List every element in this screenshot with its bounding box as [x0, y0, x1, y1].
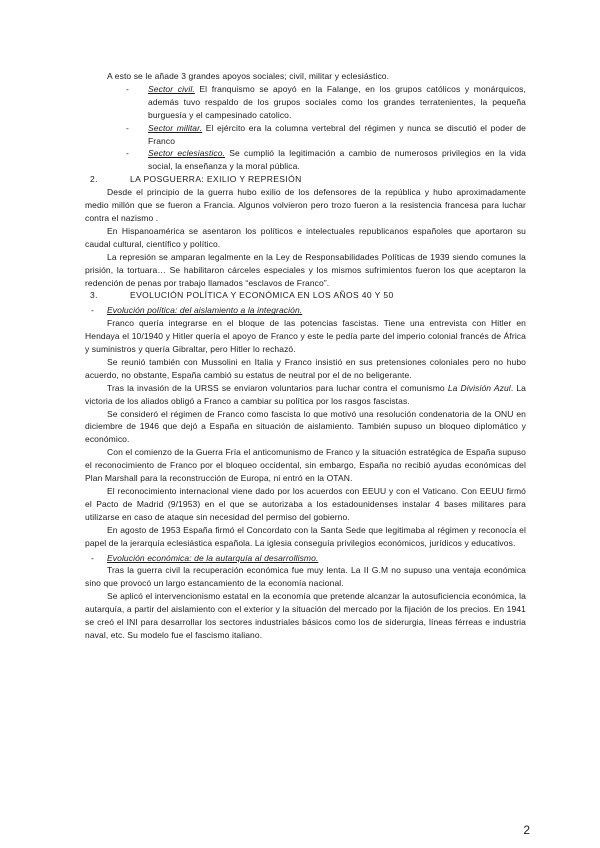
paragraph: Se aplicó el intervencionismo estatal en la economía que pretende alcanzar la autosuficiencia económica, la autarquía, a partir del aislamiento con el exterior y la situación del mercado por la fijación de los precios. En 1941 se creó el INI para desarrollar los sectores industriales básicos como los de siderurgia, líneas férreas e industria naval, etc. Su modelo fue el fascismo italiano.: [85, 591, 526, 640]
paragraph: El reconocimiento internacional viene dado por los acuerdos con EEUU y con el Vaticano. Con EEUU firmó el Pacto de Madrid (9/1953) en el que se autorizaba a los estadounidenses instalar 4 bases militares para utilizarse en caso de ataque sin necesidad del permiso del gobierno.: [85, 486, 526, 522]
section-heading-posguerra: [85, 173, 526, 186]
support-title: Sector militar.: [148, 122, 203, 133]
bullet-dash: -: [91, 552, 94, 563]
bullet-dash: -: [126, 148, 129, 159]
paragraph: La represión se amparan legalmente en la Ley de Responsabilidades Políticas de 1939 siendo comunes la prisión, la tortuara… Se habilitaron cárceles especiales y los mismos sufrimientos fueron los que aceptaron la redención de penas por trabajo llamados “esclavos de Franco”.: [85, 251, 526, 288]
intro-paragraph: A esto se le añade 3 grandes apoyos sociales; civil, militar y eclesiástico.: [107, 71, 390, 81]
bullet-dash: -: [126, 83, 129, 94]
italic-term: La División Azul: [447, 382, 511, 393]
section-number: 3.: [90, 290, 98, 301]
section-number: 2.: [90, 174, 98, 185]
section-heading-evolucion: [85, 289, 526, 302]
bullet-dash: -: [91, 305, 94, 316]
support-item-military: [85, 122, 526, 148]
text-run: . La victoria de los aliados obligó a Franco a cambiar su política por los rasgos fascistas.: [85, 382, 527, 406]
subsection-title: Evolución económica: de la autarquía al desarrollismo.: [107, 552, 319, 563]
support-item-civil: [85, 83, 526, 122]
support-item-ecclesiastic: [85, 147, 526, 173]
paragraph: Franco quería integrarse en el bloque de las potencias fascistas. Tiene una entrevista con Hitler en Hendaya el 10/1940 y Hitler quería el apoyo de Franco y este le pedía parte del imperio colonial francés de África y suministros y quería Gibraltar, pero Hitler lo rechazó.: [85, 318, 526, 355]
subsection-heading-politica: [85, 304, 526, 317]
paragraph: Con el comienzo de la Guerra Fría el anticomunismo de Franco y la situación estratégica de España supuso el reconocimiento de Franco por el bloqueo occidental, sin embargo, España no recibió ayudas económicas del Plan Marshall para la reconstrucción de Europa, ni entró en la OTAN.: [85, 447, 526, 484]
section-title: LA POSGUERRA: EXILIO Y REPRESIÓN: [130, 174, 302, 185]
paragraph: Se reunió también con Mussolini en Italia y Franco insistió en sus pretensiones coloniales pero no hubo acuerdo, no obstante, España cambió su estatus de neutral por el de no beligerante.: [85, 356, 526, 380]
paragraph: En Hispanoamérica se asentaron los políticos e intelectuales republicanos españoles que aportaron su caudal cultural, científico y político.: [85, 225, 526, 249]
page-content: [85, 70, 526, 642]
paragraph: En agosto de 1953 España firmó el Concordato con la Santa Sede que legitimaba al régimen y reconocía el papel de la jerarquía eclesiástica española. La iglesia conseguía privilegios económicos, jurídicos y educativos.: [85, 524, 526, 548]
support-text: El ejército era la columna vertebral del régimen y nunca se discutió el poder de Franco: [148, 122, 526, 146]
paragraph: Desde el principio de la guerra hubo exilio de los defensores de la república y hubo aproximadamente medio millón que se fueron a Francia. Algunos volvieron pero trozo fueron a la resistencia francesa para luchar contra el nazismo .: [85, 187, 526, 223]
support-text: Se cumplió la legitimación a cambio de numerosos privilegios en la vida social, la enseñanza y la moral pública.: [148, 148, 526, 172]
bullet-dash: -: [126, 122, 129, 133]
section-title: EVOLUCIÓN POLÍTICA Y ECONÓMICA EN LOS AÑOS 40 Y 50: [130, 290, 394, 301]
support-text: El franquismo se apoyó en la Falange, en los grupos católicos y monárquicos, además tuvo respaldo de los grupos sociales como los grandes terratenientes, la pequeña burguesía y el campesinado catolico.: [148, 83, 526, 120]
subsection-title: Evolución política: del aislamiento a la integración.: [107, 305, 303, 316]
subsection-heading-economica: [85, 552, 526, 565]
paragraph-division-azul: [85, 382, 526, 408]
paragraph: Tras la guerra civil la recuperación económica fue muy lenta. La II G.M no supuso una ventaja económica sino que provocó un largo estancamiento de la economía nacional.: [85, 565, 526, 589]
paragraph: Se consideró el régimen de Franco como fascista lo que motivó una resolución condenatoria de la ONU en diciembre de 1946 que dejó a España en situación de aislamiento. También supuso un bloqueo diplomático y económico.: [85, 408, 526, 445]
support-title: Sector eclesiastico.: [148, 148, 225, 159]
page-number: 2: [523, 823, 530, 837]
support-title: Sector civil.: [148, 83, 195, 94]
text-run: Tras la invasión de la URSS se enviaron voluntarios para luchar contra el comunismo: [107, 382, 448, 393]
